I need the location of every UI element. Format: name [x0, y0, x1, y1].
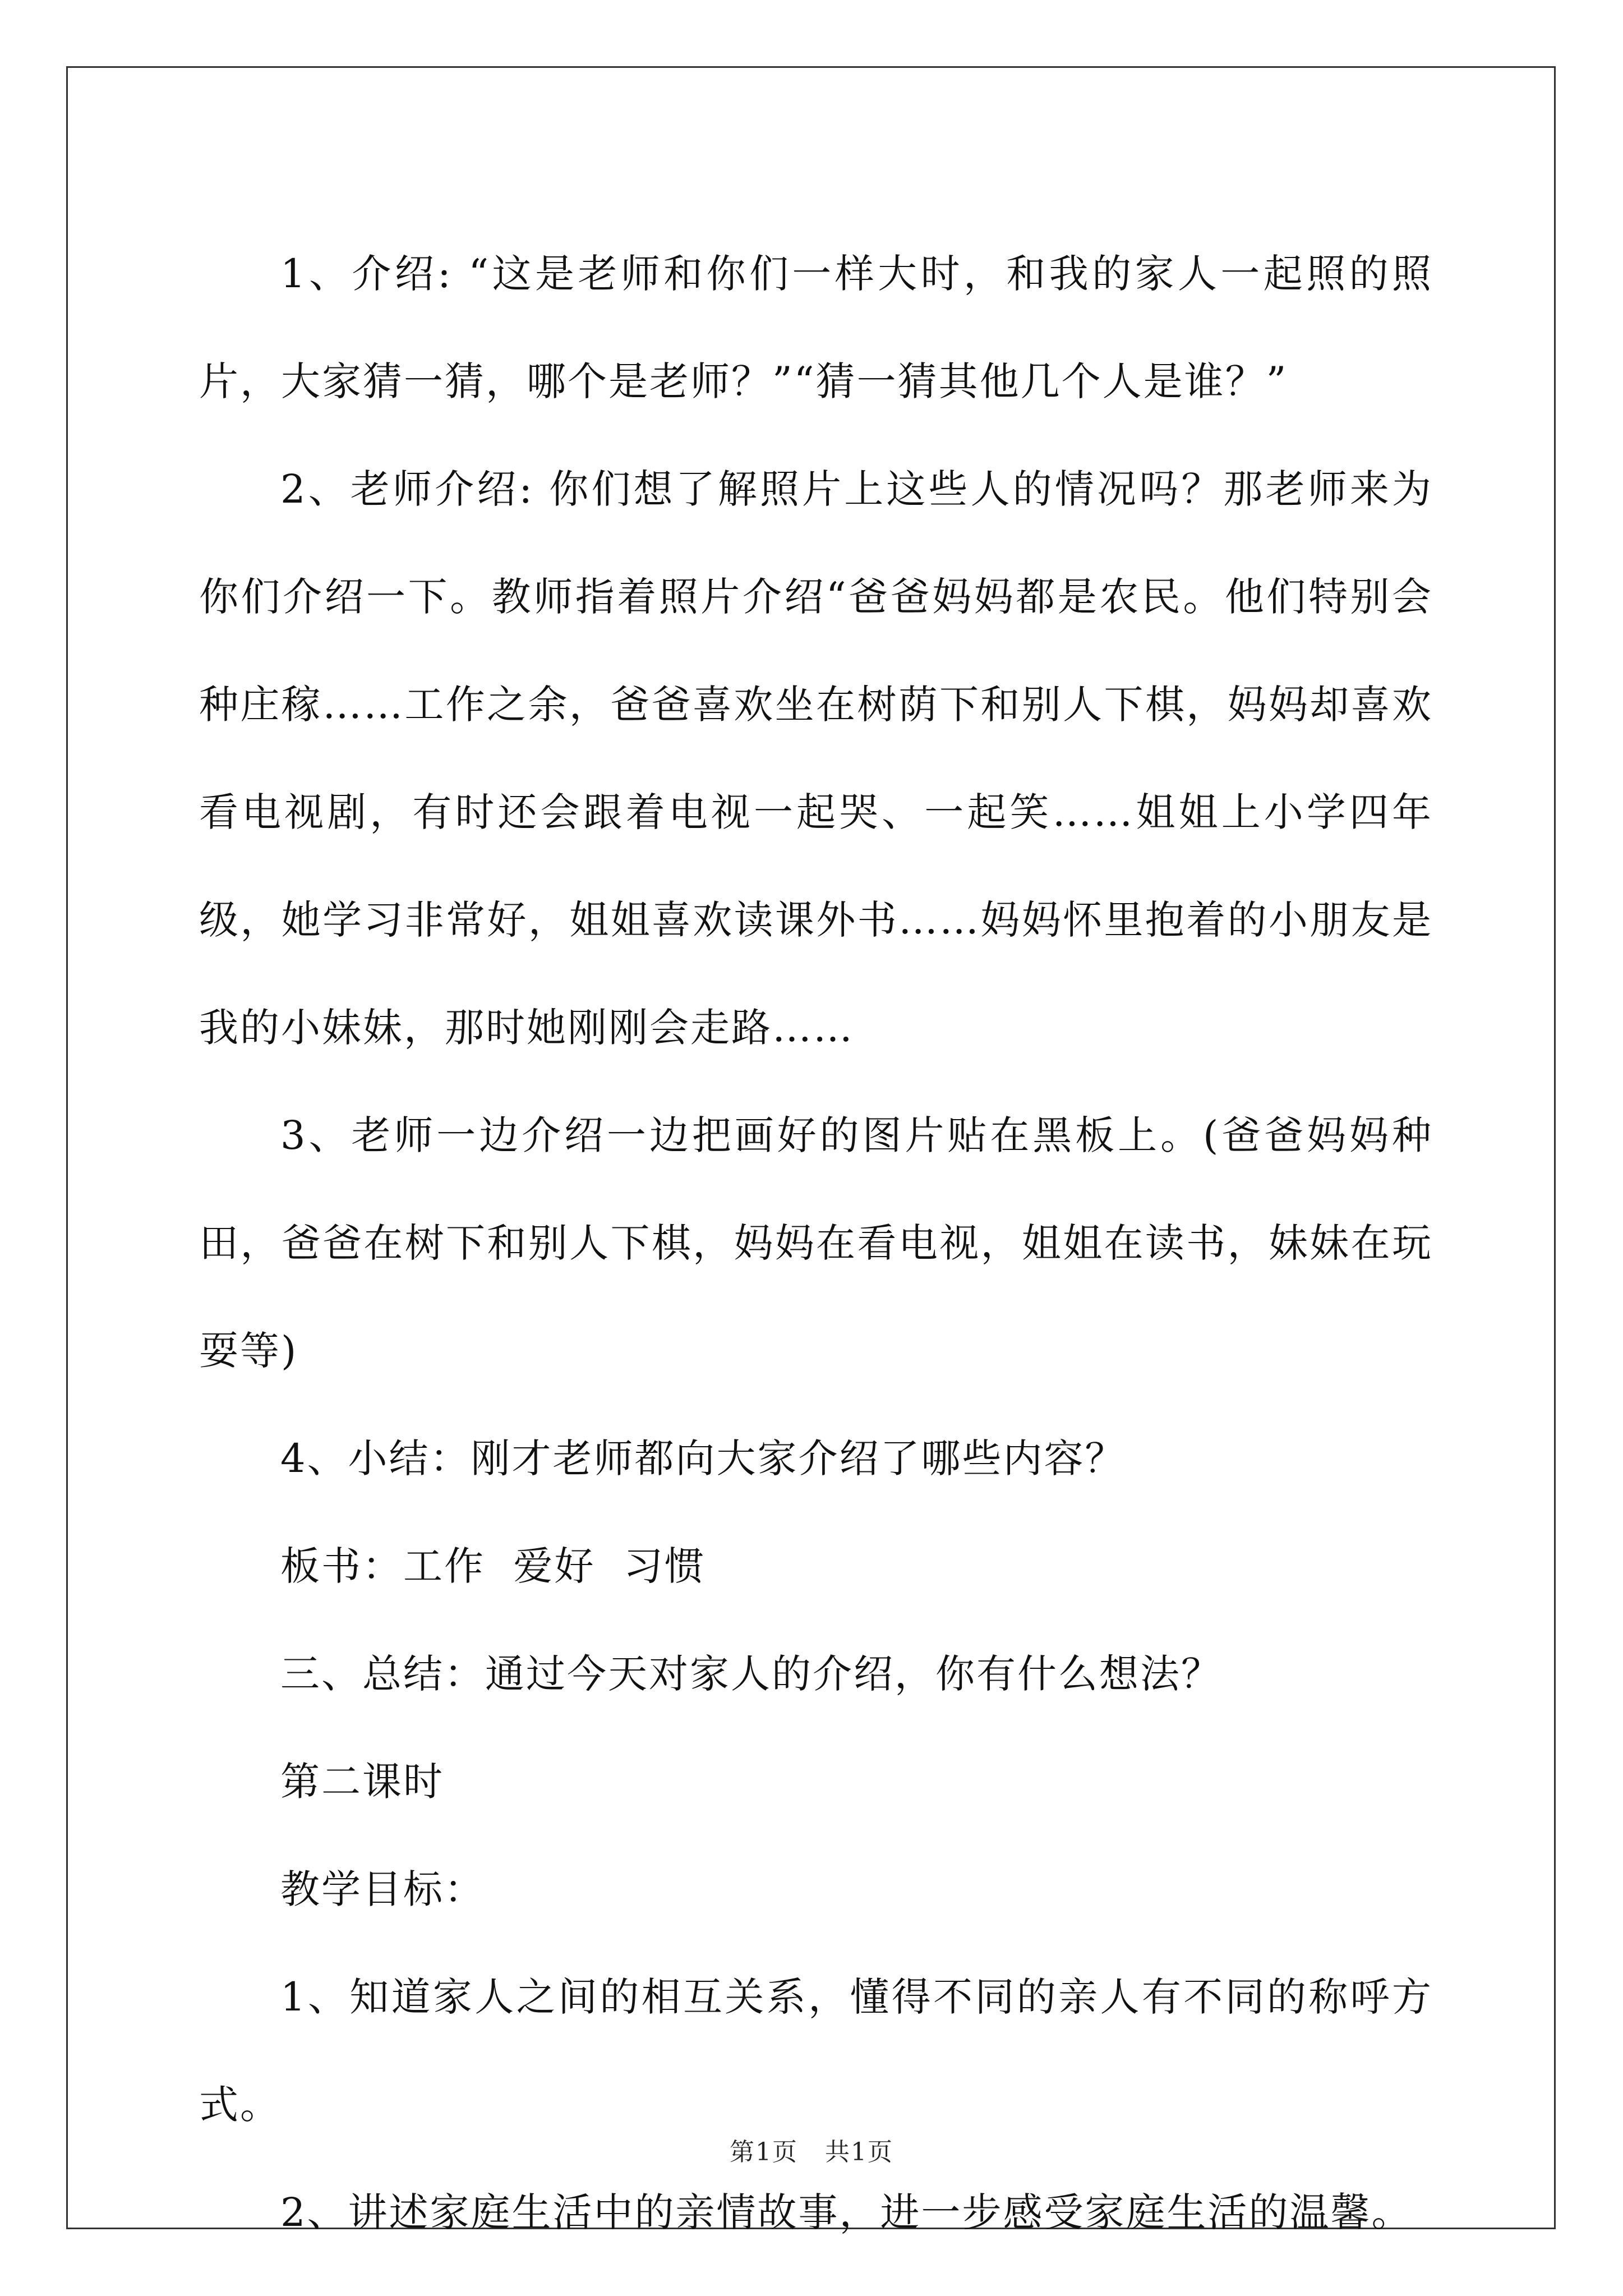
paragraph-intro: 1、介绍: “这是老师和你们一样大时，和我的家人一起照的照片，大家猜一猜，哪个是老师？”“猜一猜其他几个人是谁？”: [199, 251, 1433, 404]
document-body: [199, 220, 1433, 2266]
heading-teaching-goals: 教学目标：: [280, 1866, 485, 1912]
paragraph-teacher-intro: 2、老师介绍: 你们想了解照片上这些人的情况吗？那老师来为你们介绍一下。教师指着照片介绍“爸爸妈妈都是农民。他们特别会种庄稼……工作之余，爸爸喜欢坐在树荫下和别人下棋，妈妈却喜欢看电视剧，有时还会跟着电视一起哭、一起笑……姐姐上小学四年级，她学习非常好，姐姐喜欢读课外书……妈妈怀里抱着的小朋友是我的小妹妹，那时她刚刚会走路……: [199, 466, 1433, 1051]
paragraph-conclusion: 三、总结：通过今天对家人的介绍，你有什么想法？: [280, 1651, 1222, 1697]
paragraph-blackboard-pictures: 3、老师一边介绍一边把画好的图片贴在黑板上。(爸爸妈妈种田，爸爸在树下和别人下棋，妈妈在看电视，姐姐在读书，妹妹在玩耍等): [199, 1112, 1433, 1374]
goal-item-1: 1、知道家人之间的相互关系，懂得不同的亲人有不同的称呼方式。: [199, 1974, 1433, 2128]
page-footer: 第1页 共1页: [730, 2138, 893, 2166]
paragraph-board-writing: 板书：工作 爱好 习惯: [280, 1543, 706, 1589]
goal-item-2: 2、讲述家庭生活中的亲情故事，进一步感受家庭生活的温馨。: [280, 2189, 1413, 2235]
heading-second-lesson: 第二课时: [280, 1759, 444, 1805]
paragraph-summary: 4、小结：刚才老师都向大家介绍了哪些内容？: [280, 1435, 1126, 1481]
